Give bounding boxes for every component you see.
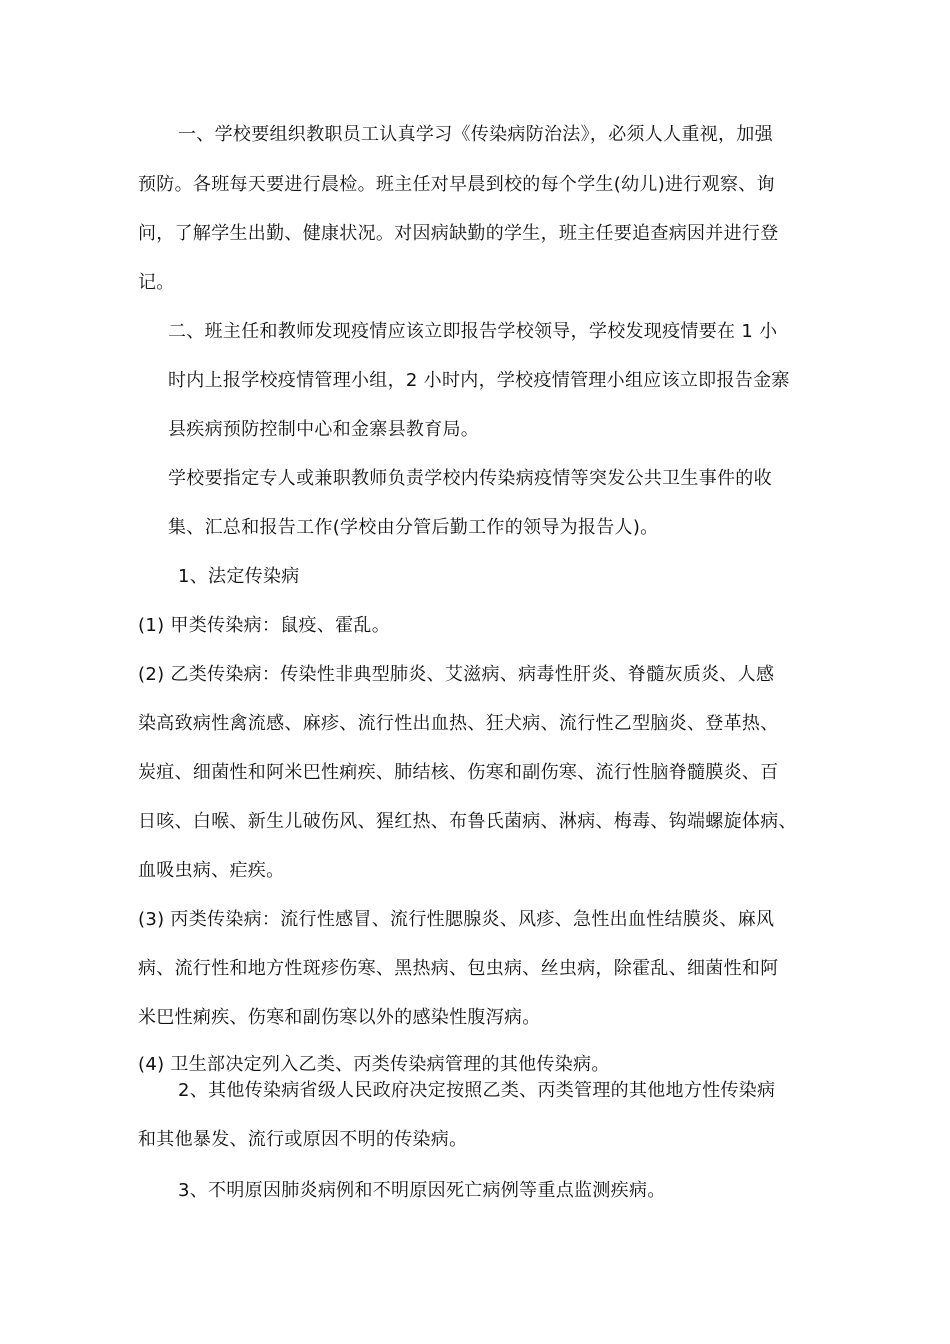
- class-c-line-3: 米巴性痢疾、伤寒和副伤寒以外的感染性腹泻病。: [138, 1007, 541, 1028]
- para2-line-3: 县疾病预防控制中心和金寨县教育局。: [168, 419, 480, 440]
- class-a-line: (1) 甲类传染病：鼠疫、霍乱。: [138, 615, 391, 636]
- para3-line-2: 集、汇总和报告工作(学校由分管后勤工作的领导为报告人)。: [168, 517, 659, 538]
- class-d-line: (4) 卫生部决定列入乙类、丙类传染病管理的其他传染病。: [138, 1054, 610, 1075]
- para1-line-2: 预防。各班每天要进行晨检。班主任对早晨到校的每个学生(幼儿)进行观察、询: [138, 174, 775, 195]
- class-b-line-4: 日咳、白喉、新生儿破伤风、猩红热、布鲁氏菌病、淋病、梅毒、钩端螺旋体病、: [138, 811, 797, 832]
- class-b-line-3: 炭疽、细菌性和阿米巴性痢疾、肺结核、伤寒和副伤寒、流行性脑脊髓膜炎、百: [138, 762, 779, 783]
- para2-line-2: 时内上报学校疫情管理小组，2 小时内，学校疫情管理小组应该立即报告金寨: [168, 370, 790, 391]
- item2-line-1: 2、其他传染病省级人民政府决定按照乙类、丙类管理的其他地方性传染病: [178, 1080, 776, 1101]
- item3-line: 3、不明原因肺炎病例和不明原因死亡病例等重点监测疾病。: [178, 1180, 666, 1201]
- para3-line-1: 学校要指定专人或兼职教师负责学校内传染病疫情等突发公共卫生事件的收: [168, 468, 772, 489]
- class-c-line-1: (3) 丙类传染病：流行性感冒、流行性腮腺炎、风疹、急性出血性结膜炎、麻风: [138, 909, 775, 930]
- class-b-line-2: 染高致病性禽流感、麻疹、流行性出血热、狂犬病、流行性乙型脑炎、登革热、: [138, 713, 779, 734]
- para1-line-1: 一、学校要组织教职员工认真学习《传染病防治法》，必须人人重视，加强: [178, 124, 773, 145]
- class-c-line-2: 病、流行性和地方性斑疹伤寒、黑热病、包虫病、丝虫病，除霍乱、细菌性和阿: [138, 958, 779, 979]
- item2-line-2: 和其他暴发、流行或原因不明的传染病。: [138, 1129, 468, 1150]
- item1-heading: 1、法定传染病: [178, 566, 300, 587]
- para2-line-1: 二、班主任和教师发现疫情应该立即报告学校领导，学校发现疫情要在 1 小: [168, 321, 778, 342]
- class-b-line-5: 血吸虫病、疟疾。: [138, 860, 285, 881]
- para1-line-3: 问，了解学生出勤、健康状况。对因病缺勤的学生，班主任要追查病因并进行登: [138, 223, 779, 244]
- para1-line-4: 记。: [138, 272, 175, 293]
- class-b-line-1: (2) 乙类传染病：传染性非典型肺炎、艾滋病、病毒性肝炎、脊髓灰质炎、人感: [138, 664, 775, 685]
